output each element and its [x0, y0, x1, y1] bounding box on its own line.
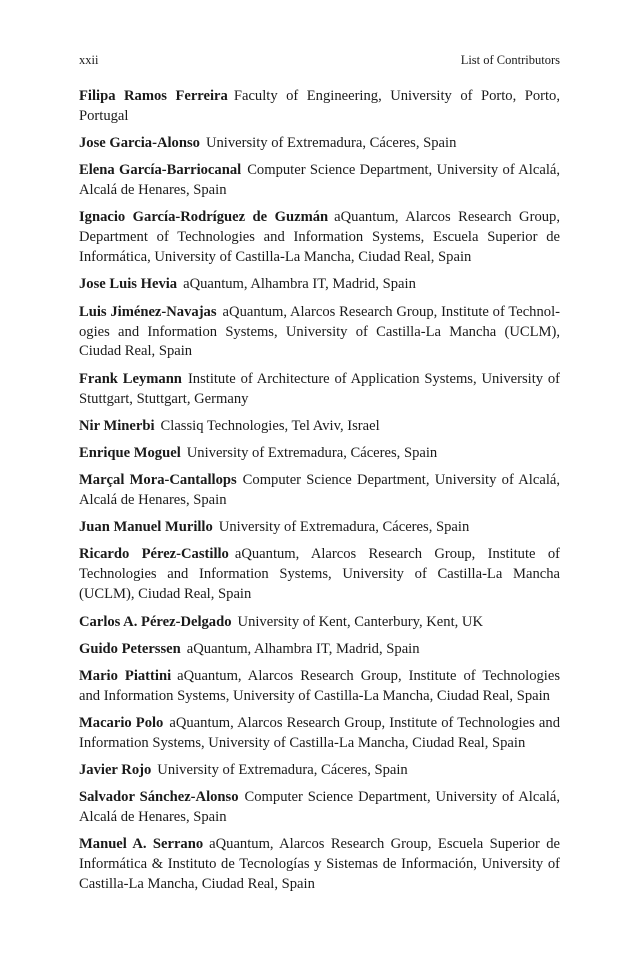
book-page	[79, 0, 560, 902]
contributor-entry	[79, 640, 560, 660]
contributor-name: Carlos A. Pérez-Delgado	[79, 613, 232, 630]
contributor-entry	[79, 444, 560, 464]
contributor-entry	[79, 417, 560, 437]
contributor-name: Luis Jiménez-Navajas	[79, 303, 217, 320]
contributor-entry	[79, 788, 560, 828]
contributor-affiliation: aQuantum, Alarcos Research Group, Institute of Technologies and Information Systems, University of Castilla-La Mancha (UCLM), Ciudad Real, Spain	[79, 546, 560, 603]
contributor-entry	[79, 714, 560, 754]
contributor-affiliation: Institute of Architecture of Application Systems, University of Stuttgart, Stuttgart, Germany	[79, 370, 561, 407]
contributor-affiliation: aQuantum, Alarcos Research Group, Institute of Technologies and Information Systems, University of Castilla-La Mancha (UCLM), Ciudad Real, Spain	[79, 303, 561, 360]
contributor-name: Juan Manuel Murillo	[79, 519, 213, 536]
page-number: xxii	[79, 53, 99, 67]
contributor-affiliation: Classiq Technologies, Tel Aviv, Israel	[160, 417, 380, 434]
contributor-affiliation: Computer Science Department, University of Alcalá, Alcalá de Henares, Spain	[79, 162, 560, 199]
contributor-affiliation: Computer Science Department, University of Alcalá, Alcalá de Henares, Spain	[79, 789, 560, 826]
contributor-entry	[79, 161, 560, 201]
contributor-entry	[79, 87, 560, 127]
contributor-name: Ricardo Pérez-Castillo	[79, 546, 229, 563]
contributor-affiliation: University of Extremadura, Cáceres, Spain	[218, 519, 470, 536]
contributor-name: Salvador Sánchez-Alonso	[79, 789, 239, 806]
running-head	[79, 52, 560, 72]
contributor-name: Mario Piattini	[79, 667, 172, 684]
running-title: List of Contributors	[460, 53, 560, 67]
contributor-name: Nir Minerbi	[79, 417, 155, 434]
contributor-name: Elena García-Barriocanal	[79, 162, 242, 179]
contributor-affiliation: aQuantum, Alhambra IT, Madrid, Spain	[186, 640, 420, 657]
contributor-name: Jose Luis Hevia	[79, 276, 178, 293]
contributor-entry	[79, 835, 560, 895]
contributor-entry	[79, 275, 560, 295]
contributor-affiliation: University of Kent, Canterbury, Kent, UK	[237, 613, 484, 630]
contributor-name: Frank Leymann	[79, 370, 182, 387]
contributor-name: Macario Polo	[79, 715, 164, 732]
contributor-name: Guido Peterssen	[79, 640, 181, 657]
contributor-affiliation: University of Extremadura, Cáceres, Spain	[205, 135, 457, 152]
contributor-name: Javier Rojo	[79, 762, 152, 779]
contributor-name: Ignacio García-Rodríguez de Guzmán	[79, 209, 329, 226]
contributor-entry	[79, 471, 560, 511]
contributor-affiliation: Faculty of Engineering, University of Porto, Porto, Portugal	[79, 88, 560, 124]
contributor-entry	[79, 545, 560, 605]
contributor-name: Filipa Ramos Ferreira	[79, 88, 228, 104]
contributor-entry	[79, 518, 560, 538]
contributor-entry	[79, 761, 560, 781]
contributor-affiliation: aQuantum, Alarcos Research Group, Department of Technologies and Information Systems, Escuela Superior de Informática, University of Castilla-La Mancha, Ciudad Real, Spain	[79, 209, 560, 266]
contributor-list	[79, 87, 560, 895]
contributor-name: Manuel A. Serrano	[79, 836, 204, 853]
contributor-affiliation: University of Extremadura, Cáceres, Spain	[186, 444, 438, 461]
contributor-entry	[79, 613, 560, 633]
contributor-entry	[79, 208, 560, 268]
contributor-entry	[79, 370, 560, 410]
contributor-affiliation: aQuantum, Alhambra IT, Madrid, Spain	[183, 276, 416, 293]
contributor-affiliation: aQuantum, Alarcos Research Group, Escuela Superior de Informática & Instituto de Tecnologías y Sistemas de Información, University of Castilla-La Mancha, Ciudad Real, Spain	[79, 836, 560, 893]
contributor-name: Marçal Mora-Cantallops	[79, 472, 237, 489]
contributor-affiliation: aQuantum, Alarcos Research Group, Institute of Technologies and Information Systems, University of Castilla-La Mancha, Ciudad Real, Spain	[79, 715, 560, 751]
contributor-affiliation: Computer Science Department, University of Alcalá, Alcalá de Henares, Spain	[79, 472, 560, 509]
contributor-entry	[79, 134, 560, 154]
contributor-affiliation: University of Extremadura, Cáceres, Spain	[157, 762, 408, 779]
contributor-entry	[79, 303, 560, 363]
contributor-affiliation: aQuantum, Alarcos Research Group, Institute of Technologies and Information Systems, University of Castilla-La Mancha, Ciudad Real, Spain	[79, 667, 560, 704]
contributor-name: Enrique Moguel	[79, 444, 181, 461]
contributor-entry	[79, 667, 560, 707]
contributor-name: Jose Garcia-Alonso	[79, 135, 200, 152]
